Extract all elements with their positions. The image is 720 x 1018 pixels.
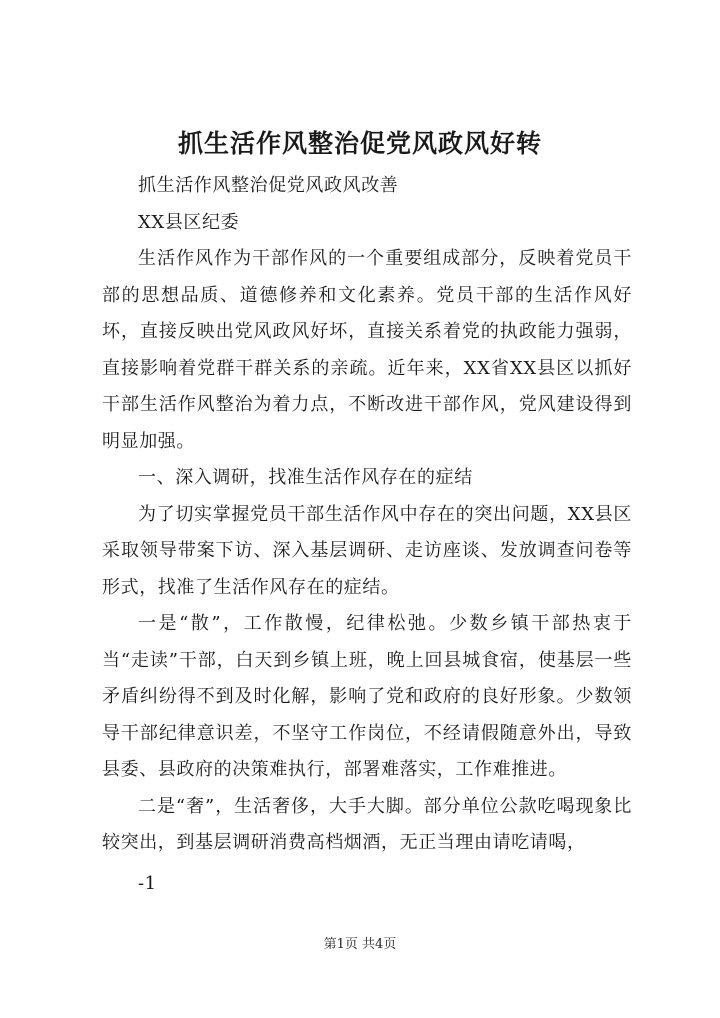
- body-paragraph: 生活作风作为干部作风的一个重要组成部分，反映着党员干部的思想品质、道德修养和文化素养。党员干部的生活作风好坏，直接反映出党风政风好坏，直接关系着党的执政能力强弱，直接影响着党群干群关系的亲疏。近年来，XX省XX县区以抓好干部生活作风整治为着力点，不断改进干部作风，党风建设得到明显加强。: [102, 248, 632, 452]
- body-paragraph: 二是“奢”，生活奢侈，大手大脚。部分单位公款吃喝现象比较突出，到基层调研消费高档烟酒，无正当理由请吃请喝，: [102, 795, 632, 853]
- page-footer: 第1页 共4页: [323, 937, 397, 952]
- inline-page-number: -1: [138, 872, 157, 894]
- body-paragraph: 一是“散”，工作散慢，纪律松弛。少数乡镇干部热衷于当“走读”干部，白天到乡镇上班，晚上回县城食宿，使基层一些矛盾纠纷得不到及时化解，影响了党和政府的良好形象。少数领导干部纪律意识差，不坚守工作岗位，不经请假随意外出，导致县委、县政府的决策难执行，部署难落实，工作难推进。: [102, 613, 632, 780]
- author-paragraph: XX县区纪委: [138, 211, 240, 233]
- body-paragraph: 为了切实掌握党员干部生活作风中存在的突出问题，XX县区采取领导带案下访、深入基层调研、走访座谈、发放调查问卷等形式，找准了生活作风存在的症结。: [102, 503, 632, 598]
- document-body: [102, 168, 632, 902]
- section-heading: 一、深入调研，找准生活作风存在的症结: [138, 467, 473, 488]
- document-title: 抓生活作风整治促党风政风好转: [177, 129, 542, 158]
- subtitle-paragraph: 抓生活作风整治促党风政风改善: [138, 175, 399, 196]
